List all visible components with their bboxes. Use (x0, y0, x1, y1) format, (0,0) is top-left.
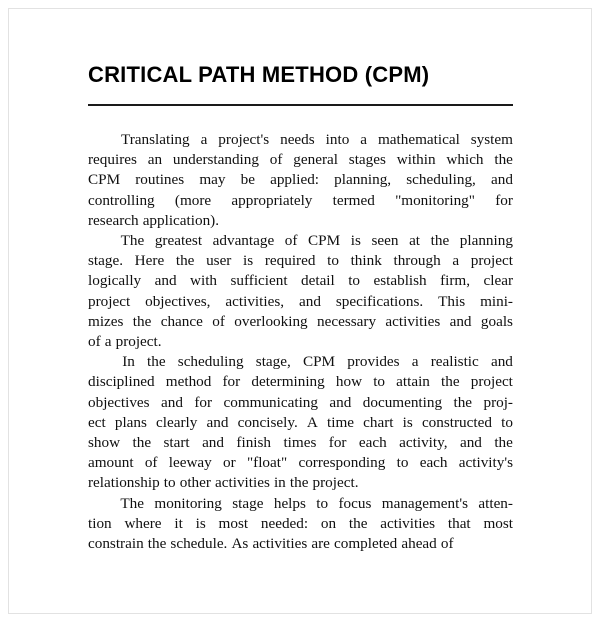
word: schedule. (170, 535, 228, 553)
word: a (360, 131, 368, 148)
word: time (327, 413, 355, 431)
word: goals (480, 312, 513, 330)
word: is (402, 413, 413, 431)
word: is (350, 232, 361, 250)
word: of (212, 312, 225, 330)
word: for (328, 434, 347, 452)
word: finish (236, 434, 272, 452)
page-title: CRITICAL PATH METHOD (CPM) (88, 62, 430, 87)
word: management's (381, 494, 469, 512)
word: a (452, 252, 460, 270)
paragraph-translating (88, 130, 513, 231)
title-divider (88, 104, 513, 106)
word: realistic (430, 353, 479, 371)
word: atten- (478, 494, 513, 512)
document-body (88, 130, 513, 554)
word: of (440, 535, 454, 553)
text-line (88, 271, 513, 291)
word: logically (88, 272, 142, 290)
paragraph-greatest-advantage (88, 231, 513, 352)
word: specifications. (335, 292, 424, 310)
text-line (88, 231, 513, 251)
word: objectives (88, 393, 150, 411)
word: clear (483, 272, 513, 290)
text-line (88, 251, 513, 271)
word: helps (273, 494, 306, 512)
text-line (88, 393, 513, 413)
word: the (348, 514, 368, 532)
word: to (373, 373, 386, 391)
word: disciplined (88, 373, 155, 391)
text-line (88, 433, 513, 453)
word: objectives, (145, 292, 211, 310)
word: activities (380, 514, 436, 532)
word: controlling (88, 191, 155, 209)
word: project (88, 292, 131, 310)
word: necessary (317, 312, 377, 330)
word: where (124, 514, 162, 532)
word: project. (312, 474, 359, 492)
word: through (393, 252, 441, 270)
word: the (147, 535, 167, 553)
word: and (459, 434, 482, 452)
text-line (88, 170, 513, 190)
word: applied: (270, 171, 320, 189)
word: communicating (223, 393, 318, 411)
word: In (122, 353, 135, 371)
word: corresponding (298, 454, 386, 472)
word: that (447, 514, 471, 532)
word: and (329, 393, 352, 411)
word: requires (88, 151, 137, 169)
word: for (194, 393, 213, 411)
word: the (494, 151, 513, 169)
word: routines (135, 171, 185, 189)
word: how (335, 373, 363, 391)
word: to (316, 494, 329, 512)
word: sufficient (230, 272, 288, 290)
word: the (132, 434, 152, 452)
word: The (120, 494, 144, 512)
word: clearly (156, 413, 198, 431)
word: leeway (168, 454, 212, 472)
word: of (284, 232, 298, 250)
word: of (269, 151, 283, 169)
paragraph-scheduling-stage (88, 352, 513, 493)
word: the (494, 434, 513, 452)
paragraph-monitoring-stage (88, 494, 513, 555)
word: on (320, 514, 337, 532)
text-line (88, 413, 513, 433)
word: planning, (334, 171, 392, 189)
word: the (147, 353, 166, 371)
word: of (144, 454, 158, 472)
word: stage, (255, 353, 291, 371)
word: the (175, 252, 195, 270)
word: firm, (440, 272, 471, 290)
word: a (104, 333, 112, 351)
word: for (495, 191, 513, 209)
word: for (222, 373, 241, 391)
word: termed (332, 191, 375, 209)
word: completed (334, 535, 398, 553)
word: show (88, 434, 121, 452)
word: with (190, 272, 218, 290)
word: be (240, 171, 255, 189)
word: stage. (88, 252, 124, 270)
word: is (195, 514, 206, 532)
word: may (199, 171, 226, 189)
word: to (501, 413, 513, 431)
word: of (88, 333, 101, 351)
text-line (88, 292, 513, 312)
word: within (396, 151, 436, 169)
word: system (470, 131, 513, 148)
word: constrain (88, 535, 144, 553)
text-line (88, 352, 513, 372)
word: ect (88, 413, 106, 431)
word: stage (232, 494, 264, 512)
word: CPM (88, 171, 121, 189)
word: needs (280, 131, 315, 148)
word: the (453, 393, 473, 411)
word: understanding (172, 151, 259, 169)
text-line (88, 514, 513, 534)
word: each (358, 434, 387, 452)
word: the (289, 474, 309, 492)
text-line (88, 211, 513, 231)
word: activity, (399, 434, 448, 452)
word: application). (142, 211, 220, 229)
word: activities (215, 474, 270, 492)
text-line (88, 494, 513, 514)
word: and (490, 353, 513, 371)
text-line (88, 473, 513, 493)
document-content (88, 0, 513, 554)
word: overlooking (234, 312, 308, 330)
word: user (206, 252, 232, 270)
word: think (350, 252, 382, 270)
word: scheduling, (406, 171, 476, 189)
word: needed: (260, 514, 309, 532)
word: detail (301, 272, 335, 290)
word: most (483, 514, 513, 532)
word: and (298, 292, 321, 310)
word: ahead (401, 535, 437, 553)
word: other (179, 474, 211, 492)
word: Here (134, 252, 165, 270)
word: most (218, 514, 249, 532)
text-line (88, 150, 513, 170)
word: is (243, 252, 254, 270)
word: the (430, 232, 450, 250)
word: to (327, 252, 339, 270)
word: project (470, 373, 513, 391)
word: activities (252, 535, 308, 553)
text-line (88, 372, 513, 392)
word: project. (115, 333, 162, 351)
word: mizes (88, 312, 124, 330)
word: appropriately (231, 191, 313, 209)
word: are (311, 535, 330, 553)
word: (more (174, 191, 212, 209)
word: chance (160, 312, 203, 330)
word: determining (251, 373, 325, 391)
word: and (154, 272, 177, 290)
word: Translating (120, 131, 190, 148)
word: into (325, 131, 350, 148)
word: method (165, 373, 212, 391)
word: the (132, 312, 152, 330)
word: The (120, 232, 145, 250)
word: and (491, 171, 513, 189)
word: relationship (88, 474, 160, 492)
word: and (206, 413, 229, 431)
word: to (396, 454, 409, 472)
word: an (147, 151, 163, 169)
word: each (419, 454, 448, 472)
word: attain (396, 373, 430, 391)
word: the (441, 373, 460, 391)
word: As (231, 535, 249, 553)
word: which (446, 151, 484, 169)
word: at (409, 232, 421, 250)
word: CPM (308, 232, 341, 250)
word: project's (218, 131, 270, 148)
word: activities, (225, 292, 285, 310)
word: documenting (362, 393, 443, 411)
text-line (88, 312, 513, 332)
word: to (163, 474, 176, 492)
word: mathematical (377, 131, 460, 148)
word: focus (338, 494, 372, 512)
word: research (88, 211, 139, 229)
word: A (306, 413, 318, 431)
word: concisely. (237, 413, 298, 431)
word: "float" (246, 454, 288, 472)
word: amount (88, 454, 134, 472)
word: and (449, 312, 472, 330)
word: project (470, 252, 513, 270)
text-line (88, 453, 513, 473)
word: start (163, 434, 190, 452)
word: greatest (154, 232, 203, 250)
word: provides (347, 353, 400, 371)
word: scheduling (177, 353, 244, 371)
word: stages (348, 151, 386, 169)
word: activity's (458, 454, 513, 472)
word: times (283, 434, 317, 452)
word: general (293, 151, 338, 169)
word: tion (88, 514, 112, 532)
word: or (223, 454, 236, 472)
word: planning (459, 232, 513, 250)
word: and (161, 393, 183, 411)
text-line (88, 534, 513, 554)
word: "monitoring" (395, 191, 475, 209)
word: advantage (212, 232, 275, 250)
word: CPM (302, 353, 336, 371)
word: and (202, 434, 224, 452)
word: monitoring (154, 494, 222, 512)
word: activities (385, 312, 441, 330)
word: chart (363, 413, 394, 431)
word: a (200, 131, 208, 148)
text-line (88, 191, 513, 211)
word: a (411, 353, 419, 371)
word: constructed (421, 413, 492, 431)
word: proj- (483, 393, 513, 411)
text-line (88, 130, 513, 150)
text-line (88, 332, 513, 352)
word: required (264, 252, 316, 270)
word: plans (114, 413, 147, 431)
word: This (438, 292, 466, 310)
word: to (348, 272, 361, 290)
word: it (174, 514, 183, 532)
word: establish (373, 272, 427, 290)
word: mini- (480, 292, 513, 310)
word: seen (371, 232, 399, 250)
word: in (273, 474, 286, 492)
